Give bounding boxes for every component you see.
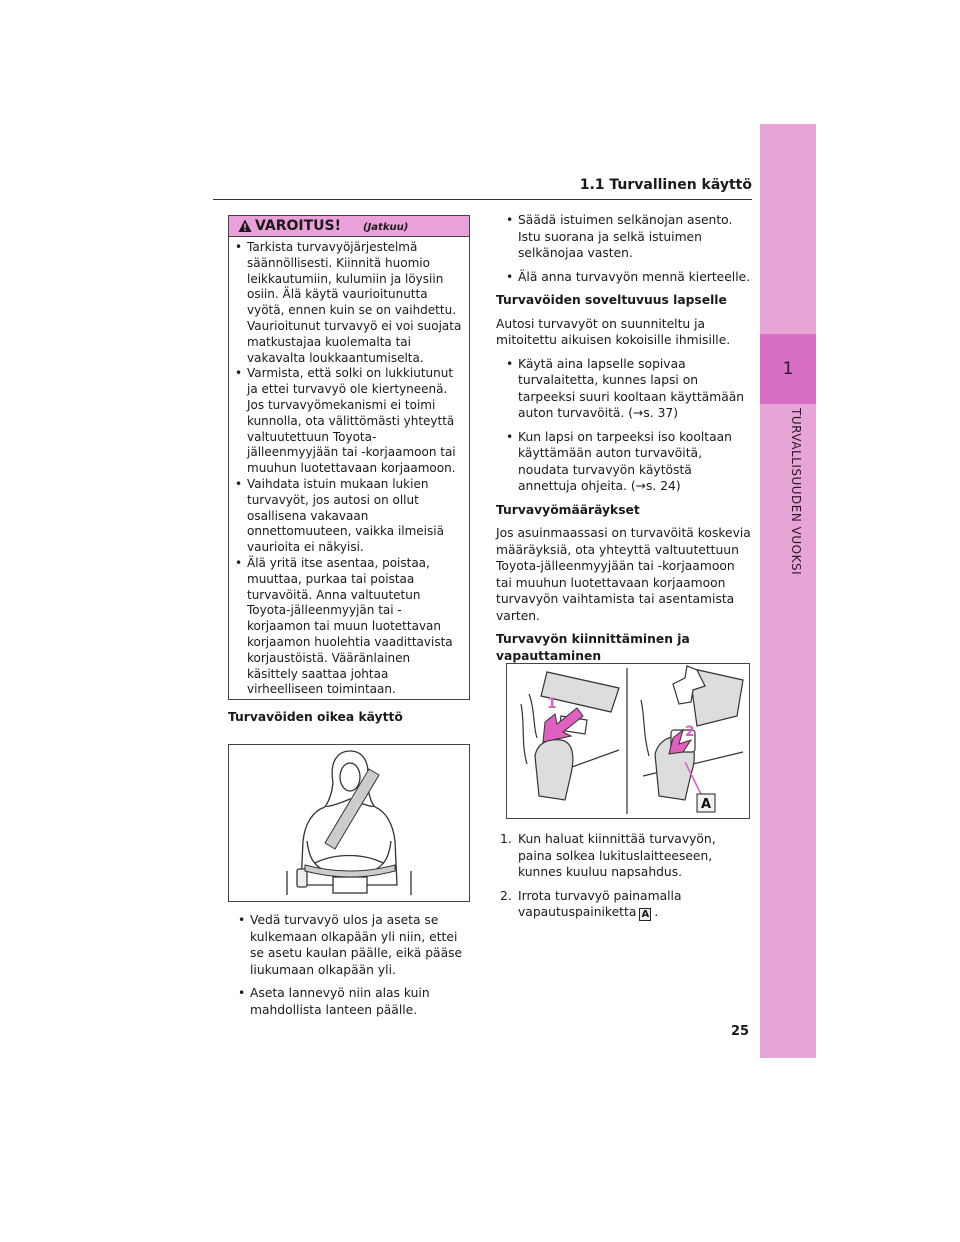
warning-title: VAROITUS! bbox=[255, 218, 341, 234]
heading-regulations: Turvavyömääräykset bbox=[496, 502, 640, 517]
list-item: • Käytä aina lapselle sopivaa turvalaitetta, kunnes lapsi on tarpeeksi suuri kooltaan käyttämään auton turvavöitä. (→s. 37) bbox=[506, 356, 745, 420]
list-item: • Aseta lannevyö niin alas kuin mahdollista lanteen päälle. bbox=[238, 986, 430, 1017]
steps-block bbox=[496, 831, 752, 928]
list-item: • Säädä istuimen selkänojan asento. Istu suorana ja selkä istuimen selkänojaa vasten. bbox=[506, 213, 733, 260]
list-item: • Kun lapsi on tarpeeksi iso kooltaan käyttämään auton turvavöitä, noudata turvavyön käytöstä annettuja ohjeita. (→s. 24) bbox=[506, 429, 732, 493]
figure-label-1: 1 bbox=[547, 696, 557, 712]
seatbelt-person-illustration bbox=[229, 745, 469, 901]
list-item: • Varmista, että solki on lukkiutunut ja ettei turvavyö ole kiertyneenä. Jos turvavyömekanismi ei toimi kunnolla, ota välittömästi yhteyttä valtuutettuun Toyota-jälleenmyyjään tai -korjaamoon tai muuhun luotettavaan korjaamoon. bbox=[235, 366, 456, 476]
heading-child-suitability: Turvavöiden soveltuvuus lapselle bbox=[496, 293, 727, 307]
fasten-steps bbox=[496, 831, 752, 921]
paragraph-regulations: Jos asuinmaassasi on turvavöitä koskevia määräyksiä, ota yhteyttä valtuutettuun Toyota-jälleenmyyjään tai -korjaamoon tai muuhun luotettavaan korjaamoon turvavyön vaihtamista tai asentamista varten. bbox=[496, 526, 751, 623]
figure-label-2: 2 bbox=[685, 724, 695, 740]
figure-seatbelt-wearing bbox=[228, 744, 470, 902]
buckle-illustration bbox=[507, 664, 749, 818]
warning-box bbox=[228, 215, 470, 700]
list-item: 2. Irrota turvavyö painamalla vapautuspainiketta A . bbox=[500, 888, 682, 920]
seat-adjust-list bbox=[496, 212, 752, 285]
page-header bbox=[213, 177, 752, 201]
list-item: • Vedä turvavyö ulos ja aseta se kulkemaan olkapään yli niin, ettei se asetu kaulan päälle, eikä pääse liukumaan olkapään yli. bbox=[238, 913, 463, 977]
right-column bbox=[496, 212, 752, 671]
chapter-number: 1 bbox=[760, 334, 816, 404]
figure-buckle bbox=[506, 663, 750, 819]
page-number: 25 bbox=[731, 1024, 750, 1039]
warning-header bbox=[229, 216, 469, 237]
section-title: 1.1 Turvallinen käyttö bbox=[579, 177, 752, 193]
warning-list bbox=[229, 237, 469, 698]
button-a-badge: A bbox=[639, 908, 651, 921]
left-bullets-block bbox=[228, 912, 470, 1025]
left-heading-block bbox=[228, 709, 470, 733]
list-item: • Tarkista turvavyöjärjestelmä säännöllisesti. Kiinnitä huomio leikkautumiin, kulumiin ja löysiin osiin. Älä käytä vaurioitunutta vyötä, ennen kuin se on vaihdettu. Vaurioitunut turvavyö ei voi suojata matkustajaa kuolemalta tai vakavalta loukkaantumiselta. bbox=[235, 240, 462, 365]
chapter-label: TURVALLISUUDEN VUOKSI bbox=[789, 408, 803, 576]
proper-use-list bbox=[228, 912, 470, 1018]
heading-fasten-release: Turvavyön kiinnittäminen ja vapauttaminen bbox=[496, 632, 690, 663]
header-divider bbox=[213, 199, 752, 200]
list-item: • Vaihdata istuin mukaan lukien turvavyöt, jos autosi on ollut osallisena vakavaan onnettomuuteen, vaikka ilmeisiä vaurioita ei näkyisi. bbox=[235, 476, 444, 555]
list-item: • Älä anna turvavyön mennä kierteelle. bbox=[506, 269, 751, 284]
paragraph-child: Autosi turvavyöt on suunniteltu ja mitoitettu aikuisen kokoisille ihmisille. bbox=[496, 316, 731, 347]
figure-label-a: A bbox=[700, 797, 712, 812]
list-item: • Älä yritä itse asentaa, poistaa, muuttaa, purkaa tai poistaa turvavöitä. Anna valtuutetun Toyota-jälleenmyyjän tai -korjaamon tai muun luotettavan korjaamon huolehtia vaadittavista korjaustöistä. Vääränlainen käsittely saattaa johtaa virheelliseen toimintaan. bbox=[235, 555, 453, 697]
heading-proper-use: Turvavöiden oikea käyttö bbox=[228, 710, 403, 724]
list-item: 1. Kun haluat kiinnittää turvavyön, paina solkea lukituslaitteeseen, kunnes kuuluu napsahdus. bbox=[500, 832, 716, 879]
child-list bbox=[496, 356, 752, 495]
warning-triangle-icon bbox=[238, 219, 252, 233]
warning-continued: (Jatkuu) bbox=[363, 222, 409, 233]
